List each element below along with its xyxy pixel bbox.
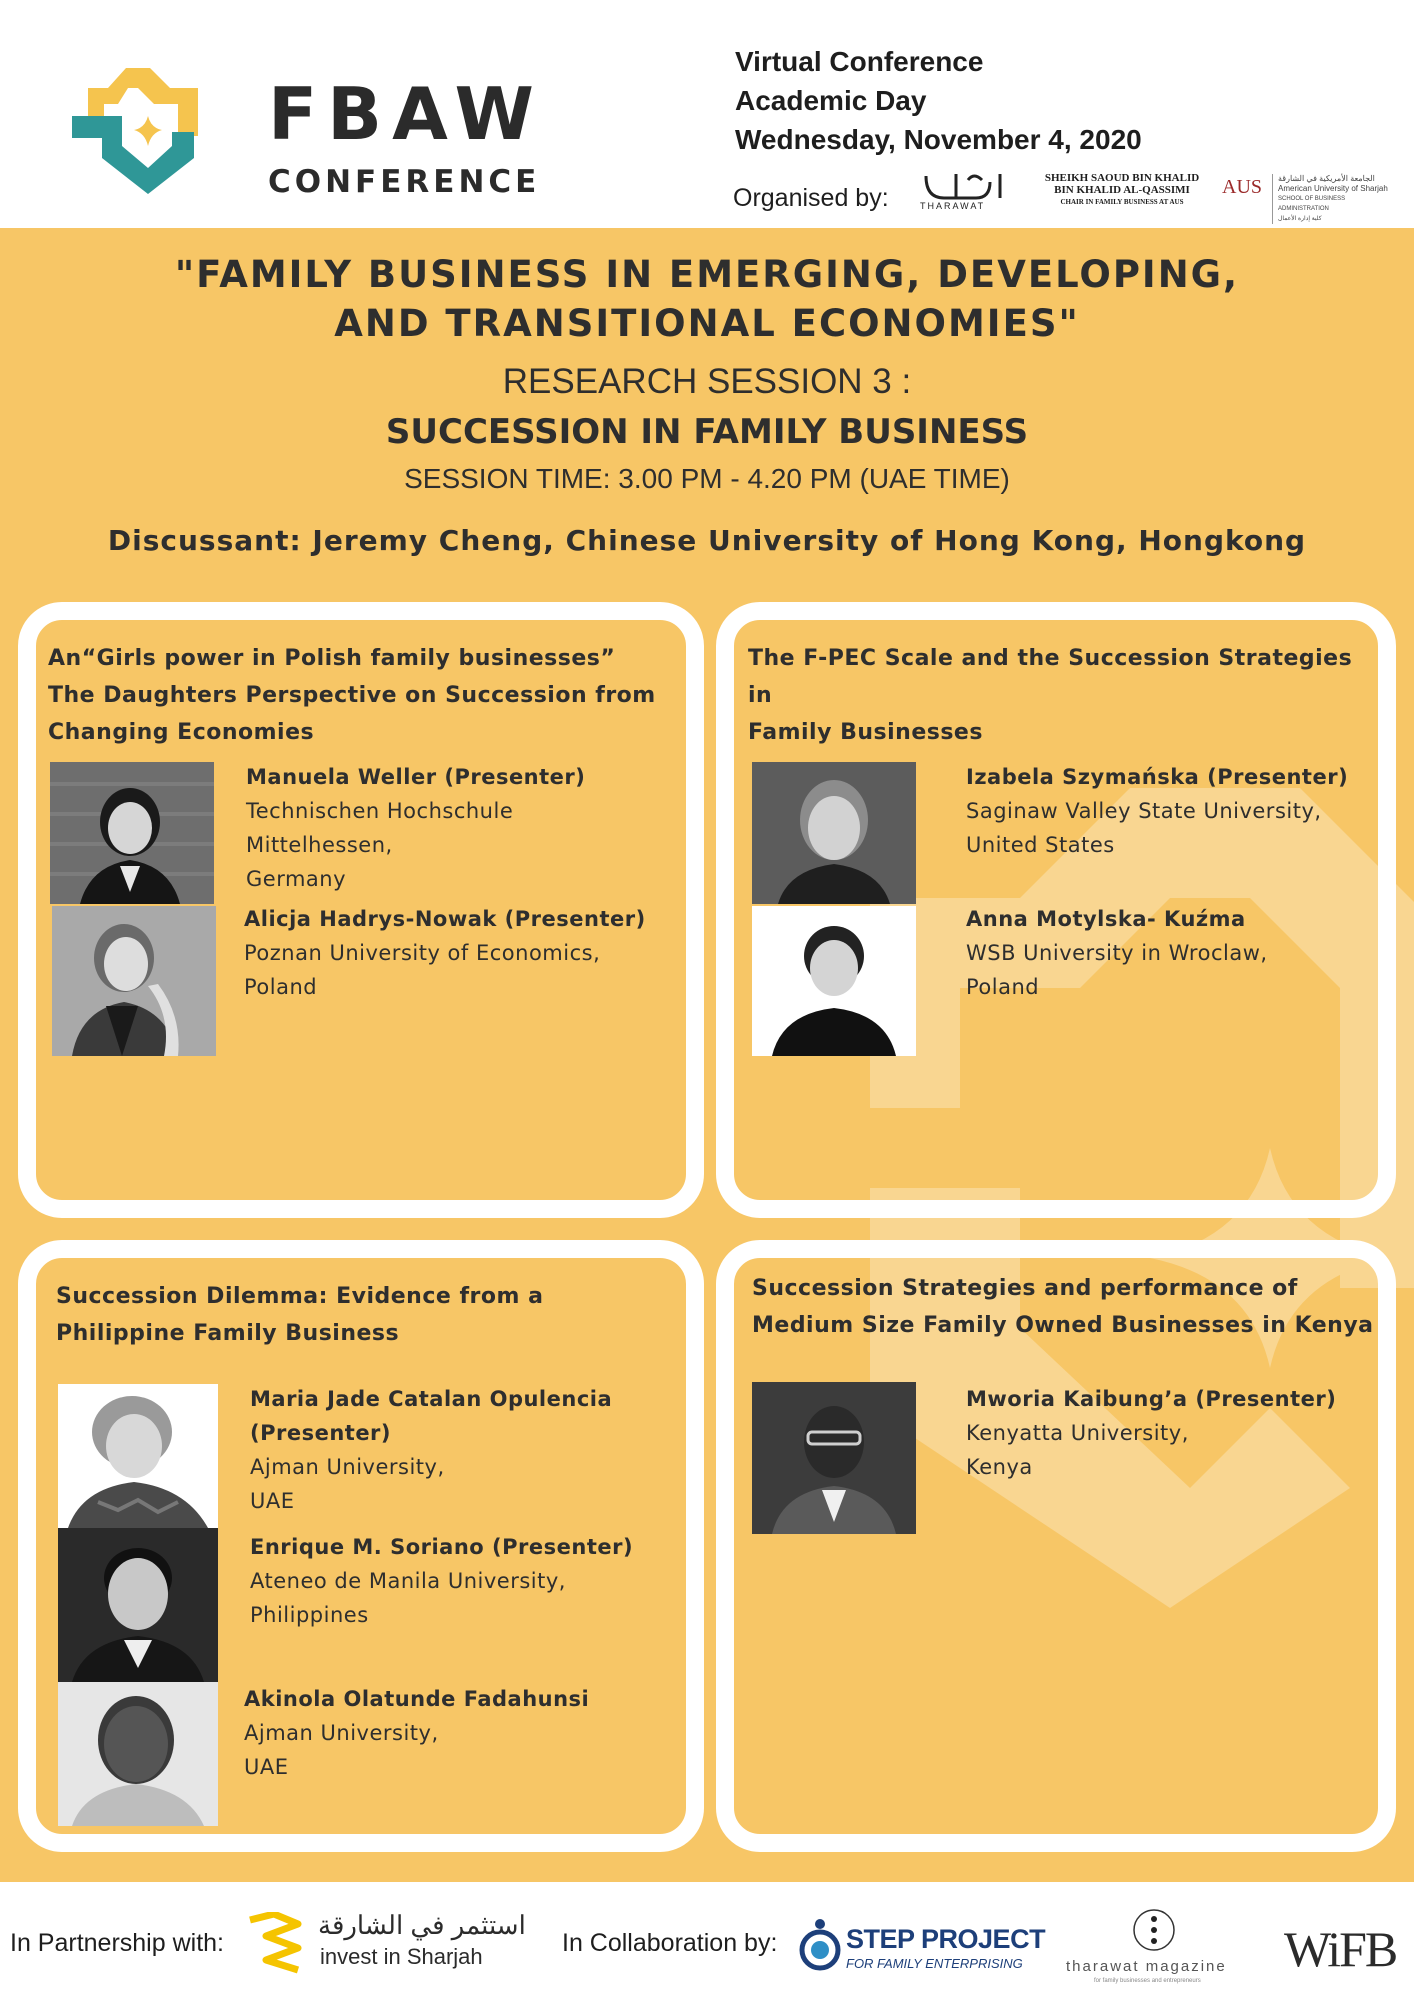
- conference-theme: [0, 250, 1414, 348]
- author-affiliation: WSB University in Wroclaw,: [966, 941, 1268, 965]
- author: [244, 1682, 684, 1784]
- sharjah-logo-icon: [244, 1912, 304, 1976]
- author-name: Mworia Kaibung’a (Presenter): [966, 1387, 1337, 1411]
- author: [966, 760, 1386, 862]
- author-role: (Presenter): [250, 1421, 392, 1445]
- tharawat-logo-icon: [916, 168, 1012, 212]
- sharjah-arabic: استثمر في الشارقة: [318, 1910, 526, 1940]
- author-affiliation: Technischen Hochschule: [246, 799, 514, 823]
- organised-label: Organised by:: [733, 184, 889, 212]
- paper-title-line: Family Businesses: [748, 720, 983, 745]
- author-affiliation: Saginaw Valley State University,: [966, 799, 1322, 823]
- author-name: Izabela Szymańska (Presenter): [966, 765, 1349, 789]
- aus-school-ar: كلية إدارة الأعمال: [1278, 216, 1322, 222]
- discussant: Discussant: Jeremy Cheng, Chinese University of Hong Kong, Hongkong: [107, 524, 1307, 557]
- aus-name: [1272, 174, 1388, 224]
- theme-line-2: AND TRANSITIONAL ECONOMIES": [334, 302, 1080, 345]
- main-section: [0, 228, 1414, 1882]
- author-affiliation: Ajman University,: [244, 1721, 439, 1745]
- brand-main: FBAW: [268, 72, 544, 156]
- tharawat-text: THARAWAT: [920, 201, 986, 211]
- brand-sub: CONFERENCE: [268, 164, 541, 200]
- author-affiliation: United States: [966, 833, 1115, 857]
- paper-title-line: Philippine Family Business: [56, 1321, 400, 1346]
- author-name: Alicja Hadrys-Nowak (Presenter): [244, 907, 646, 931]
- author-name: Anna Motylska- Kuźma: [966, 907, 1246, 931]
- tharawat-magazine-tagline: for family businesses and entrepreneurs: [1094, 1978, 1201, 1984]
- session-label: RESEARCH SESSION 3 :: [502, 362, 912, 401]
- footer: [0, 1882, 1414, 2000]
- theme-line-1: "FAMILY BUSINESS IN EMERGING, DEVELOPING,: [174, 253, 1240, 296]
- paper-title: [48, 640, 688, 751]
- author-affiliation: Germany: [246, 867, 347, 891]
- author-photo: [52, 906, 216, 1056]
- paper-card-2: [716, 602, 1396, 1218]
- author-affiliation: Poland: [244, 975, 318, 999]
- author-name: Akinola Olatunde Fadahunsi: [244, 1687, 590, 1711]
- author-affiliation: Mittelhessen,: [246, 833, 393, 857]
- paper-card-1: [18, 602, 704, 1218]
- author-name: Maria Jade Catalan Opulencia: [250, 1387, 613, 1411]
- author-affiliation: UAE: [244, 1755, 289, 1779]
- event-day: Academic Day: [735, 85, 927, 116]
- event-info: [735, 42, 1142, 159]
- author-photo: [752, 906, 916, 1056]
- author: [244, 902, 704, 1004]
- tharawat-magazine-name: tharawat magazine: [1066, 1958, 1227, 1975]
- paper-title-line: Medium Size Family Owned Businesses in Kenya: [752, 1313, 1374, 1338]
- author-photo: [752, 762, 916, 904]
- aus-school-en: SCHOOL OF BUSINESS ADMINISTRATION: [1278, 196, 1346, 212]
- chair-line-1: SHEIKH SAOUD BIN KHALID: [1044, 172, 1200, 184]
- fbaw-logo-icon: [68, 58, 228, 198]
- author: [966, 1382, 1386, 1484]
- author-affiliation: Ateneo de Manila University,: [250, 1569, 566, 1593]
- author-photo: [58, 1384, 218, 1528]
- author-affiliation: Poznan University of Economics,: [244, 941, 601, 965]
- paper-title-line: An“Girls power in Polish family businesses”: [48, 646, 616, 671]
- paper-title-line: Succession Strategies and performance of: [752, 1276, 1298, 1301]
- author-affiliation: Philippines: [250, 1603, 369, 1627]
- paper-title-line: The Daughters Perspective on Succession from: [48, 683, 656, 708]
- aus-logo: AUS: [1222, 176, 1263, 198]
- chair-line-3: CHAIR IN FAMILY BUSINESS AT AUS: [1060, 198, 1184, 206]
- step-project-icon: [798, 1918, 842, 1972]
- collab-label: In Collaboration by:: [562, 1929, 778, 1957]
- wifb-logo: WiFB: [1284, 1921, 1397, 1977]
- event-date: Wednesday, November 4, 2020: [735, 124, 1142, 155]
- author-affiliation: Kenyatta University,: [966, 1421, 1189, 1445]
- author-photo: [58, 1682, 218, 1826]
- paper-title-line: Changing Economies: [48, 720, 315, 745]
- author-name: Enrique M. Soriano (Presenter): [250, 1535, 634, 1559]
- author-affiliation: Ajman University,: [250, 1455, 445, 1479]
- paper-title: [748, 640, 1368, 751]
- author-photo: [58, 1528, 218, 1682]
- paper-title: [752, 1270, 1382, 1344]
- tharawat-magazine-icon: [1132, 1906, 1176, 1954]
- paper-title-line: The F-PEC Scale and the Succession Strategies in: [748, 646, 1353, 708]
- partner-label: In Partnership with:: [10, 1929, 224, 1957]
- author-affiliation: Poland: [966, 975, 1040, 999]
- sharjah-english: invest in Sharjah: [320, 1944, 483, 1969]
- author-name: Manuela Weller (Presenter): [246, 765, 586, 789]
- author: [250, 1382, 690, 1518]
- chair-line-2: BIN KHALID AL-QASSIMI: [1054, 184, 1190, 196]
- paper-card-3: [18, 1240, 704, 1852]
- chair-logo: [1032, 172, 1212, 208]
- step-project-name: STEP PROJECT: [846, 1924, 1046, 1954]
- author: [250, 1530, 690, 1632]
- author-photo: [50, 762, 214, 904]
- aus-name-ar: الجامعة الأمريكية في الشارقة: [1278, 174, 1375, 183]
- header: [0, 0, 1414, 228]
- session-time: SESSION TIME: 3.00 PM - 4.20 PM (UAE TIME): [404, 463, 1010, 494]
- author: [246, 760, 686, 896]
- session-name: SUCCESSION IN FAMILY BUSINESS: [385, 412, 1029, 452]
- paper-title-line: Succession Dilemma: Evidence from a: [56, 1284, 544, 1309]
- brand-wordmark: [268, 72, 544, 200]
- paper-card-4: [716, 1240, 1396, 1852]
- paper-title: [56, 1278, 676, 1352]
- author-affiliation: Kenya: [966, 1455, 1033, 1479]
- author-affiliation: UAE: [250, 1489, 295, 1513]
- author: [966, 902, 1386, 1004]
- step-project-tagline: FOR FAMILY ENTERPRISING: [846, 1956, 1023, 1971]
- author-photo: [752, 1382, 916, 1534]
- event-type: Virtual Conference: [735, 46, 984, 77]
- aus-name-en: American University of Sharjah: [1278, 184, 1388, 193]
